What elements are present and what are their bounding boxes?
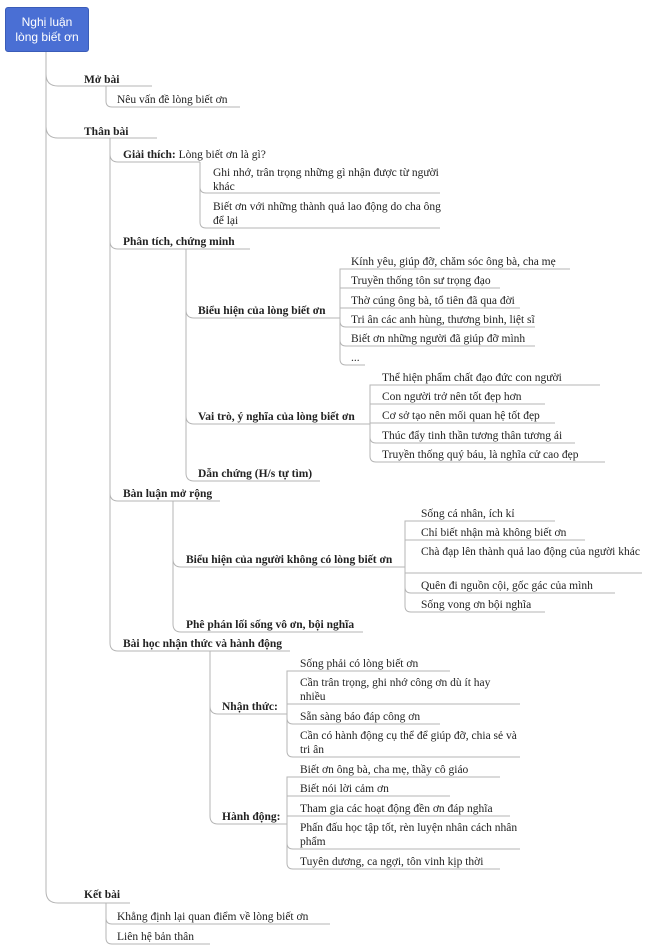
root-title-line2: lòng biết ơn bbox=[15, 29, 79, 44]
ket-bai-item: Khẳng định lại quan điểm về lòng biết ơn bbox=[117, 911, 309, 923]
bieu-hien-khong-item: Chỉ biết nhận mà không biết ơn bbox=[421, 527, 567, 539]
ket-bai-item: Liên hệ bản thân bbox=[117, 931, 194, 943]
mo-bai-item: Nêu vấn đề lòng biết ơn bbox=[117, 94, 228, 106]
bieu-hien-khong-item: Sống cá nhân, ích kỉ bbox=[421, 508, 515, 520]
connector-line bbox=[210, 651, 287, 824]
root-title-line1: Nghị luận bbox=[21, 14, 73, 29]
bieu-hien-khong-item: Chà đạp lên thành quả lao động của người khác bbox=[421, 546, 640, 558]
bieu-hien-khong-item: Sống vong ơn bội nghĩa bbox=[421, 599, 532, 611]
connector-line bbox=[405, 567, 642, 573]
vai-tro-item: Con người trở nên tốt đẹp hơn bbox=[382, 391, 522, 403]
giai-thich-item: Biết ơn với những thành quả lao động do cha ông để lại bbox=[213, 201, 441, 227]
vai-tro-item: Thúc đẩy tinh thần tương thân tương ái bbox=[382, 430, 563, 442]
nhan-thuc-item: Sống phải có lòng biết ơn bbox=[300, 658, 419, 670]
connector-line bbox=[370, 423, 555, 424]
nhan-thuc-node: Nhận thức: bbox=[222, 701, 278, 713]
bieu-hien-node: Biểu hiện của lòng biết ơn bbox=[198, 305, 326, 317]
branch-ket-bai: Kết bài bbox=[84, 889, 121, 901]
branch-than-bai: Thân bài bbox=[84, 126, 129, 138]
phan-tich-node: Phân tích, chứng minh bbox=[123, 236, 235, 248]
vai-tro-item: Thể hiện phẩm chất đạo đức con người bbox=[382, 372, 562, 384]
bieu-hien-item: ... bbox=[351, 352, 360, 364]
bieu-hien-item: Tri ân các anh hùng, thương binh, liệt sĩ bbox=[351, 314, 535, 326]
bieu-hien-item: Kính yêu, giúp đỡ, chăm sóc ông bà, cha mẹ bbox=[351, 256, 556, 268]
bieu-hien-item: Thờ cúng ông bà, tổ tiên đã qua đời bbox=[351, 295, 515, 307]
bieu-hien-khong-item: Quên đi nguồn cội, gốc gác của mình bbox=[421, 580, 593, 592]
bieu-hien-item: Biết ơn những người đã giúp đỡ mình bbox=[351, 333, 526, 345]
dan-chung-node: Dẫn chứng (H/s tự tìm) bbox=[198, 468, 313, 480]
hanh-dong-item: Biết ơn ông bà, cha mẹ, thầy cô giáo bbox=[300, 764, 469, 776]
connector-line bbox=[186, 249, 370, 424]
giai-thich-node bbox=[123, 148, 266, 162]
giai-thich-item: Ghi nhớ, trân trọng những gì nhận được từ người khác bbox=[213, 167, 439, 193]
nhan-thuc-item: Sẵn sàng báo đáp công ơn bbox=[300, 711, 421, 723]
hanh-dong-item: Tuyên dương, ca ngợi, tôn vinh kịp thời bbox=[300, 856, 484, 868]
hanh-dong-node: Hành động: bbox=[222, 811, 281, 823]
vai-tro-item: Cơ sở tạo nên mối quan hệ tốt đẹp bbox=[382, 410, 540, 422]
giai-thich-question: Lòng biết ơn là gì? bbox=[178, 149, 266, 161]
bieu-hien-item: Truyền thống tôn sư trọng đạo bbox=[351, 275, 491, 287]
vai-tro-node: Vai trò, ý nghĩa của lòng biết ơn bbox=[198, 411, 355, 423]
nhan-thuc-item: Cần trân trọng, ghi nhớ công ơn dù ít hay nhiều bbox=[300, 677, 491, 703]
phe-phan-node: Phê phán lối sống vô ơn, bội nghĩa bbox=[186, 619, 355, 631]
hanh-dong-item: Tham gia các hoạt động đền ơn đáp nghĩa bbox=[300, 803, 493, 815]
giai-thich-title: Giải thích: bbox=[123, 149, 176, 161]
branch-mo-bai: Mở bài bbox=[84, 74, 120, 86]
hanh-dong-item: Phấn đấu học tập tốt, rèn luyện nhân cách nhân phẩm bbox=[300, 822, 518, 848]
connector-line bbox=[186, 249, 320, 481]
ban-luan-node: Bàn luận mở rộng bbox=[123, 488, 213, 500]
root-node bbox=[5, 7, 89, 52]
bieu-hien-khong-node: Biểu hiện của người không có lòng biết ơn bbox=[186, 554, 393, 566]
connector-line bbox=[46, 50, 130, 903]
bai-hoc-node: Bài học nhận thức và hành động bbox=[123, 638, 283, 650]
hanh-dong-item: Biết nói lời cảm ơn bbox=[300, 783, 389, 795]
nhan-thuc-item: Cần có hành động cụ thể để giúp đỡ, chia sẻ và tri ân bbox=[300, 730, 517, 756]
vai-tro-item: Truyền thống quý báu, là nghĩa cử cao đẹp bbox=[382, 449, 579, 461]
